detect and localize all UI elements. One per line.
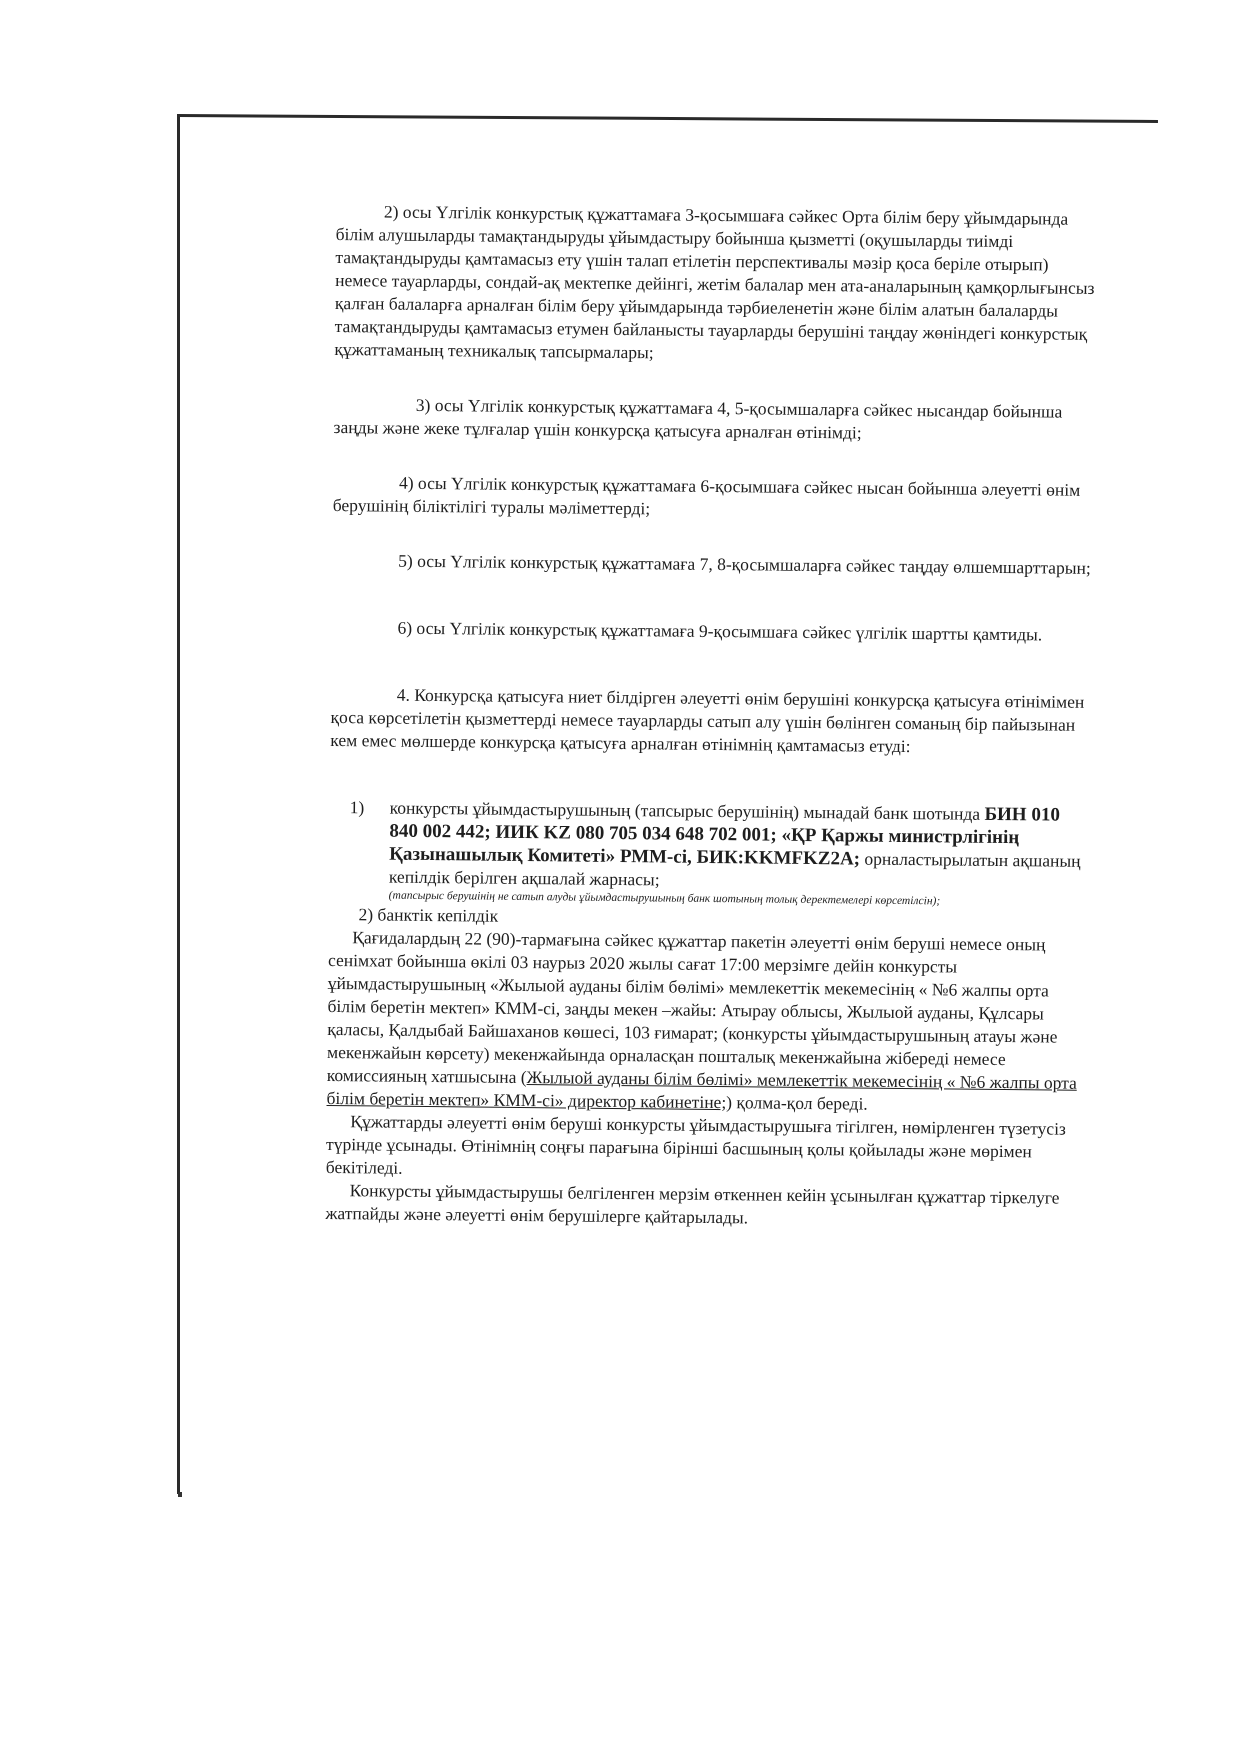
list-item-1 — [349, 796, 1090, 911]
item-3-paragraph: 3) осы Үлгілік конкурстық құжаттамаға 4, 5-қосымшаларға сәйкес нысандар бойынша заңды және жеке тұлғалар үшін конкурсқа қатысуға арналған өтінімді; — [333, 394, 1063, 443]
list-number: 1) — [349, 797, 365, 818]
scan-edge-top — [178, 114, 1158, 123]
rules-underlined: Жылыой ауданы білім бөлімі» мемлекеттік мекемесінің « №6 жалпы орта білім беретін мектеп» КММ-сі» директор кабинетіне; — [326, 1067, 1077, 1113]
scan-mark — [178, 1492, 182, 1497]
bank-details: БИН 010 840 002 442; ИИК KZ 080 705 034 648 702 001; «ҚР Қаржы министрлігінің Қазынашылық Комитеті» РММ-сі, БИК:KKMFKZ2A; — [389, 803, 1060, 870]
rules-text-a: Қағидалардың 22 (90)-тармағына сәйкес құжаттар пакетін әлеуетті өнім беруші немесе оның сенімхат бойынша өкілі 03 наурыз 2020 жылы сағат 17:00 мерзімге дейін конкурсты ұйымдастырушының «Жылыой ауданы білім бөлімі» мемлекеттік мекемесінің « №6 жалпы орта білім беретін мектеп» КММ-сі, заңды мекен –жайы: Атырау облысы, Жылыой ауданы, Құлсары қаласы, Қалдыбай Байшаханов көшесі, 103 ғимарат; (конкурсты ұйымдастырушының атауы және мекенжайын көрсету) мекенжайында орналасқан пошталық мекенжайына жібереді немесе комиссияның хатшысына ( — [326, 927, 1058, 1088]
section-4-paragraph: 4. Конкурсқа қатысуға ниет білдірген әлеуетті өнім берушіні конкурсқа қатысуға өтінімімен қоса көрсетілетін қызметтерді немесе тауарларды сатып алу үшін бөлінген соманың бір пайызынан кем емес мөлшерде конкурсқа қатысуға арналған өтінімнің қамтамасыз етуді: — [330, 684, 1085, 757]
list-item-2: 2) банктік кепілдік — [358, 904, 499, 926]
late-submission-paragraph: Конкурсты ұйымдастырушы белгіленген мерзім өткеннен кейін ұсынылған құжаттар тіркелуге жатпайды және әлеуетті өнім берушілерге қайтарылады. — [325, 1180, 1060, 1228]
scan-edge-left — [177, 114, 180, 1494]
item-2-paragraph: 2) осы Үлгілік конкурстық құжаттамаға 3-қосымшаға сәйкес Орта білім беру ұйымдарында білім алушыларды тамақтандыруды ұйымдастыру бойынша қызметті (оқушыларды тиімді тамақтандыруды қамтамасыз ету үшін талап етілетін перспективалы мәзір қоса беріле отырып) немесе тауарларды, сондай-ақ мектепке дейінгі, жетім балалар мен ата-аналарының қамқорлығынсыз қалған балаларға арналған білім беру ұйымдарында тәрбиеленетін және білім алатын балаларды тамақтандыруды қамтамасыз етумен байланысты тауарларды берушіні таңдау жөніндегі конкурстық құжаттаманың техникалық тапсырмалары; — [334, 201, 1095, 363]
item-6-paragraph: 6) осы Үлгілік конкурстық құжаттамаға 9-қосымшаға сәйкес үлгілік шартты қамтиды. — [397, 617, 1043, 645]
item-4-paragraph: 4) осы Үлгілік конкурстық құжаттамаға 6-қосымшаға сәйкес нысан бойынша әлеуетті өнім берушінің біліктілігі туралы мәліметтерді; — [332, 472, 1081, 519]
documents-paragraph: Құжаттарды әлеуетті өнім беруші конкурсты ұйымдастырушыға тігілген, нөмірленген түзетусіз түрінде ұсынады. Өтінімнің соңғы парағына бірінші басшының қолы қойылады және мөрімен бекітіледі. — [325, 1111, 1067, 1178]
bank-note: (тапсырыс берушінің не сатып алуды ұйымдастырушының банк шотының толық деректемелері көрсетілсін); — [388, 889, 941, 908]
item-5-paragraph: 5) осы Үлгілік конкурстық құжаттамаға 7, 8-қосымшаларға сәйкес таңдау өлшемшарттарын; — [398, 550, 1091, 578]
list-item-1-text: конкурсты ұйымдастырушының (тапсырыс берушінің) мынадай банк шотында — [389, 797, 981, 824]
rules-text-b: ) қолма-қол береді. — [726, 1092, 868, 1114]
rules-paragraph — [326, 926, 1088, 1118]
list-item-1-tail: орналастырылатын ақшаның кепілдік берілген ақшалай жарнасы; — [388, 848, 1081, 890]
document-page — [325, 200, 1096, 1233]
